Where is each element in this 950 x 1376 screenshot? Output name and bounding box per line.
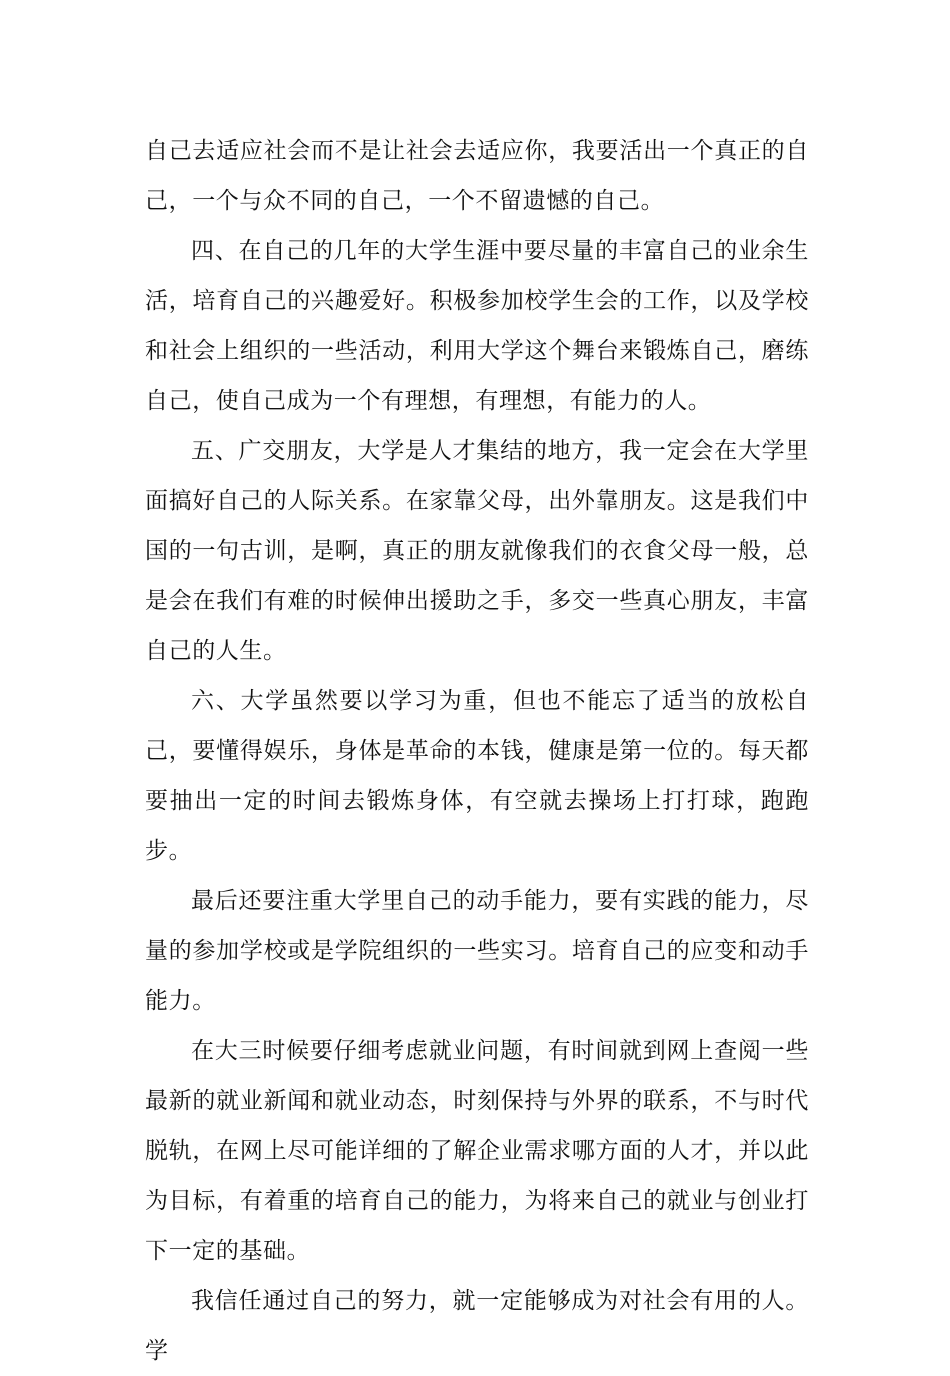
paragraph-six: 六、大学虽然要以学习为重，但也不能忘了适当的放松自己，要懂得娱乐，身体是革命的本钱，健康是第一位的。每天都要抽出一定的时间去锻炼身体，有空就去操场上打打球，跑跑步。 (145, 688, 809, 864)
paragraph-four: 四、在自己的几年的大学生涯中要尽量的丰富自己的业余生活，培育自己的兴趣爱好。积极参加校学生会的工作，以及学校和社会上组织的一些活动，利用大学这个舞台来锻炼自己，磨练自己，使自己成为一个有理想，有理想，有能力的人。 (145, 238, 809, 414)
paragraph-employment: 在大三时候要仔细考虑就业问题，有时间就到网上查阅一些最新的就业新闻和就业动态，时刻保持与外界的联系，不与时代脱轨，在网上尽可能详细的了解企业需求哪方面的人才，并以此为目标，有着重的培育自己的能力，为将来自己的就业与创业打下一定的基础。 (145, 1038, 809, 1264)
paragraph-practice: 最后还要注重大学里自己的动手能力，要有实践的能力，尽量的参加学校或是学院组织的一些实习。培育自己的应变和动手能力。 (145, 888, 809, 1014)
paragraph-five: 五、广交朋友，大学是人才集结的地方，我一定会在大学里面搞好自己的人际关系。在家靠父母，出外靠朋友。这是我们中国的一句古训，是啊，真正的朋友就像我们的衣食父母一般，总是会在我们有难的时候伸出援助之手，多交一些真心朋友，丰富自己的人生。 (145, 438, 809, 664)
paragraph-conclusion: 我信任通过自己的努力，就一定能够成为对社会有用的人。学 (145, 1288, 809, 1364)
paragraph-continued: 自己去适应社会而不是让社会去适应你，我要活出一个真正的自己，一个与众不同的自己，一个不留遗憾的自己。 (145, 138, 809, 214)
document-body (145, 126, 809, 1376)
